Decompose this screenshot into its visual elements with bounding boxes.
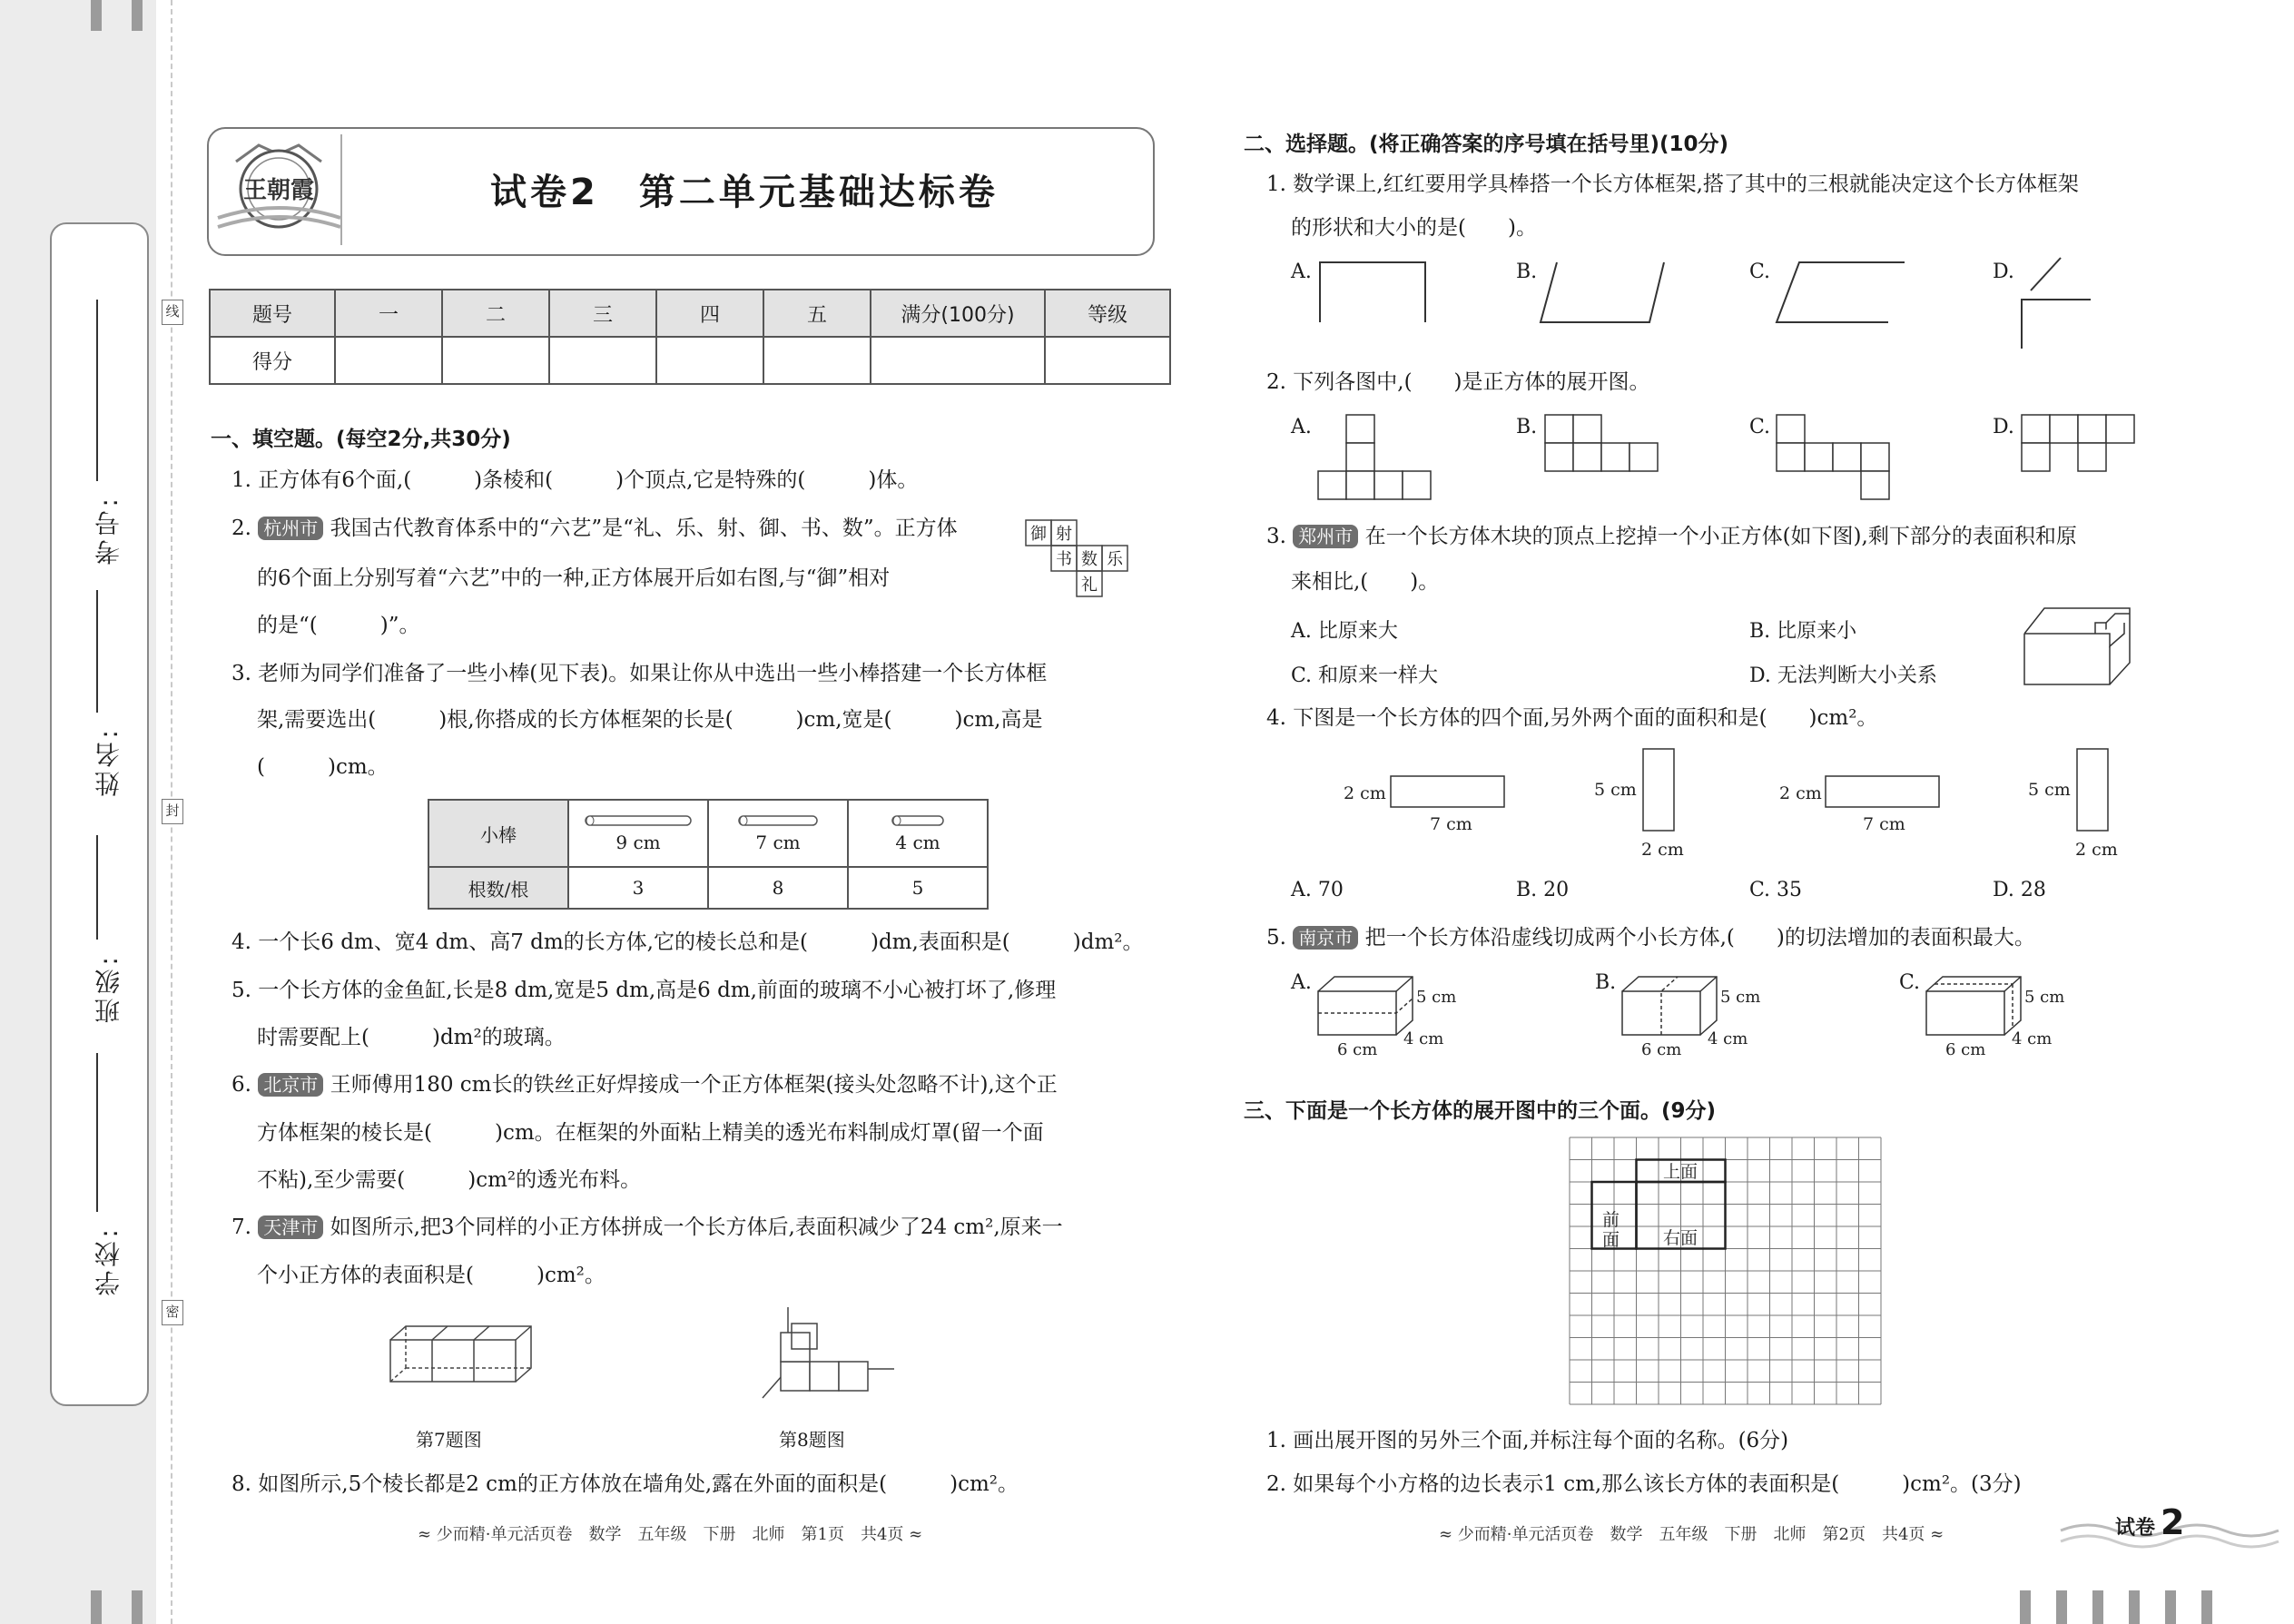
option-a-shape — [1318, 261, 1427, 324]
net-square — [1777, 443, 1805, 471]
dim-label: 5 cm — [2024, 988, 2065, 1007]
face-dim: 2 cm — [1344, 783, 1386, 803]
s1-question-5-line: 时需要配上( )dm²的玻璃。 — [257, 1026, 566, 1049]
score-header: 满分(100分) — [871, 290, 1045, 337]
four-faces-figure — [1344, 744, 2161, 862]
carved-cuboid-figure — [2023, 606, 2132, 686]
net-square — [1833, 443, 1861, 471]
sticks-row-label: 根数/根 — [428, 867, 568, 909]
name-field[interactable]: 姓名: — [84, 590, 138, 835]
crop-bar — [2129, 1590, 2140, 1624]
s1-question-6-line: 方体框架的棱长是( )cm。在框架的外面粘上精美的透光布料制成灯罩(留一个面 — [257, 1121, 1044, 1145]
cut-cuboid-c — [1923, 971, 2065, 1059]
binding-mark: 线 — [162, 300, 183, 325]
footer-right: ≈ 少而精·单元活页卷 数学 五年级 下册 北师 第2页 共4页 ≈ — [1439, 1525, 1944, 1544]
s2-question-3-line: 来相比,( )。 — [1291, 570, 1440, 594]
stick-count: 8 — [708, 867, 848, 909]
s1-question-3-line: 架,需要选出( )根,你搭成的长方体框架的长是( )cm,宽是( )cm,高是 — [257, 708, 1043, 732]
exam-number-field[interactable]: 考号: — [84, 300, 138, 590]
crop-bar — [91, 1590, 102, 1624]
dim-label: 4 cm — [2012, 1029, 2053, 1048]
score-header: 五 — [763, 290, 871, 337]
stick-length: 9 cm — [615, 832, 661, 853]
net-square — [1573, 443, 1601, 471]
score-cell[interactable] — [871, 337, 1045, 384]
option-label[interactable]: B. — [1595, 971, 1617, 994]
score-cell[interactable] — [763, 337, 871, 384]
s1-question-2: 2. 杭州市 我国古代教育体系中的“六艺”是“礼、乐、射、御、书、数”。正方体 — [231, 517, 958, 540]
binding-mark: 密 — [162, 1300, 183, 1325]
figure-8-cubes — [763, 1307, 894, 1407]
city-badge: 杭州市 — [258, 517, 323, 540]
net-square — [1573, 415, 1601, 443]
option-label[interactable]: C. — [1749, 416, 1771, 438]
option-label[interactable]: B. — [1516, 261, 1538, 283]
logo-divider — [340, 134, 342, 245]
stick-count: 3 — [568, 867, 708, 909]
crop-bar — [2020, 1590, 2031, 1624]
net-square — [1318, 471, 1346, 499]
option-text[interactable]: A. 70 — [1291, 879, 1344, 901]
s2-question-4: 4. 下图是一个长方体的四个面,另外两个面的面积和是( )cm²。 — [1266, 706, 1878, 730]
page-title: 试卷2 第二单元基础达标卷 — [490, 172, 999, 213]
net-square — [2022, 415, 2050, 443]
s2-question-1: 1. 数学课上,红红要用学具棒搭一个长方体框架,搭了其中的三根就能决定这个长方体框架 — [1266, 172, 2079, 196]
city-badge: 南京市 — [1293, 926, 1358, 950]
face-dim: 5 cm — [1594, 780, 1637, 800]
score-cell[interactable] — [549, 337, 656, 384]
net-cell: 御 — [1030, 525, 1047, 544]
s3-question-2: 2. 如果每个小方格的边长表示1 cm,那么该长方体的表面积是( )cm²。(3分) — [1266, 1472, 2022, 1496]
city-badge: 郑州市 — [1293, 525, 1358, 548]
s1-question-7-line: 个小正方体的表面积是( )cm²。 — [257, 1264, 605, 1287]
cuboid-edges — [1622, 977, 1717, 1035]
face-label-front: 前面 — [1602, 1210, 1620, 1250]
s2-question-5: 5. 南京市 把一个长方体沿虚线切成两个小长方体,( )的切法增加的表面积最大。 — [1266, 926, 2035, 950]
cuboid-edges — [1318, 977, 1413, 1035]
net-square — [1403, 471, 1431, 499]
figure-8-caption: 第8题图 — [779, 1429, 845, 1451]
city-badge: 天津市 — [258, 1216, 323, 1239]
face-dim: 7 cm — [1430, 814, 1472, 834]
face-dim: 2 cm — [1779, 783, 1822, 803]
crop-bar — [2165, 1590, 2176, 1624]
crop-bar — [2056, 1590, 2067, 1624]
option-text[interactable]: A. 比原来大 — [1291, 620, 1398, 643]
stick-cell — [568, 800, 708, 867]
class-field[interactable]: 班级: — [84, 835, 138, 1053]
s2-question-2: 2. 下列各图中,( )是正方体的展开图。 — [1266, 370, 1650, 394]
score-header: 一 — [335, 290, 442, 337]
s3-question-1: 1. 画出展开图的另外三个面,并标注每个面的名称。(6分) — [1266, 1429, 1789, 1452]
figure-7-cuboid — [386, 1324, 531, 1387]
footer-left: ≈ 少而精·单元活页卷 数学 五年级 下册 北师 第1页 共4页 ≈ — [418, 1525, 923, 1544]
cuboid-edges — [1926, 977, 2021, 1035]
face-dim: 2 cm — [2075, 840, 2118, 860]
s1-question-2-line: 的6个面上分别写着“六艺”中的一种,正方体展开后如右图,与“御”相对 — [257, 566, 891, 590]
s1-question-3-line: ( )cm。 — [257, 755, 389, 779]
dim-label: 6 cm — [1945, 1040, 1986, 1059]
net-square — [1629, 443, 1658, 471]
score-header: 三 — [549, 290, 656, 337]
s1-question-7: 7. 天津市 如图所示,把3个同样的小正方体拼成一个长方体后,表面积减少了24 cm²,原来一 — [231, 1216, 1063, 1239]
sticks-table — [428, 799, 989, 910]
net-square — [1777, 415, 1805, 443]
score-row-label: 得分 — [210, 337, 335, 384]
cut-cuboid-a — [1314, 971, 1457, 1059]
option-label[interactable]: A. — [1291, 261, 1312, 283]
score-header: 二 — [442, 290, 549, 337]
option-label[interactable]: D. — [1993, 416, 2014, 438]
net-square — [1861, 471, 1889, 499]
face-label-top: 上面 — [1663, 1162, 1698, 1182]
s1-question-6: 6. 北京市 王师傅用180 cm长的铁丝正好焊接成一个正方体框架(接头处忽略不计),这个正 — [231, 1073, 1058, 1097]
option-text[interactable]: D. 28 — [1993, 879, 2046, 901]
net-cell: 乐 — [1107, 550, 1123, 569]
score-header: 四 — [656, 290, 763, 337]
option-text[interactable]: B. 20 — [1516, 879, 1570, 901]
option-text[interactable]: B. 比原来小 — [1749, 620, 1857, 643]
net-cell: 射 — [1056, 525, 1072, 544]
net-square — [1545, 443, 1573, 471]
net-cell: 书 — [1056, 550, 1072, 569]
net-option-b — [1543, 413, 1661, 504]
option-text[interactable]: D. 无法判断大小关系 — [1749, 664, 1937, 687]
figure-7-caption: 第7题图 — [416, 1429, 482, 1451]
dim-label: 5 cm — [1720, 988, 1761, 1007]
dim-label: 6 cm — [1641, 1040, 1682, 1059]
s2-question-3: 3. 郑州市 在一个长方体木块的顶点上挖掉一个小正方体(如下图),剩下部分的表面积和原 — [1266, 525, 2077, 548]
stick-cell — [708, 800, 848, 867]
score-header: 题号 — [210, 290, 335, 337]
grid-net-figure — [1569, 1137, 1886, 1409]
score-cell[interactable] — [1045, 337, 1170, 384]
s1-question-4: 4. 一个长6 dm、宽4 dm、高7 dm的长方体,它的棱长总和是( )dm,表面积是( )dm²。 — [231, 930, 1144, 954]
logo-text: 王朝霞 — [242, 177, 315, 204]
net-square — [1346, 443, 1374, 471]
net-option-c — [1775, 413, 1893, 504]
s1-question-6-line: 不粘),至少需要( )cm²的透光布料。 — [257, 1168, 642, 1192]
section1-heading: 一、填空题。(每空2分,共30分) — [211, 428, 511, 451]
option-b-shape — [1539, 261, 1666, 324]
score-header: 等级 — [1045, 290, 1170, 337]
face-label-right: 右面 — [1663, 1228, 1698, 1248]
option-text[interactable]: C. 35 — [1749, 879, 1803, 901]
sticks-row-label: 小棒 — [428, 800, 568, 867]
crop-bar — [2092, 1590, 2103, 1624]
s1-question-5: 5. 一个长方体的金鱼缸,长是8 dm,宽是5 dm,高是6 dm,前面的玻璃不小心被打坏了,修理 — [231, 979, 1057, 1002]
school-field[interactable]: 学校: — [84, 1053, 138, 1325]
six-arts-net — [1026, 520, 1135, 611]
stick-cell — [848, 800, 988, 867]
net-square — [1601, 443, 1629, 471]
score-cell[interactable] — [656, 337, 763, 384]
crop-bar — [132, 0, 143, 31]
net-square — [2106, 415, 2134, 443]
binding-mark: 封 — [162, 799, 183, 824]
s1-question-1: 1. 正方体有6个面,( )条棱和( )个顶点,它是特殊的( )体。 — [231, 468, 919, 492]
net-option-d — [2020, 413, 2138, 504]
net-square — [2050, 415, 2078, 443]
crop-bar — [91, 0, 102, 31]
crop-bar — [132, 1590, 143, 1624]
option-label[interactable]: A. — [1291, 971, 1312, 994]
face-dim: 2 cm — [1641, 840, 1684, 860]
face-dim: 5 cm — [2028, 780, 2071, 800]
net-square — [1805, 443, 1833, 471]
stick-length: 4 cm — [895, 832, 940, 853]
s2-question-1-line: 的形状和大小的是( )。 — [1291, 216, 1537, 240]
option-c-shape — [1775, 261, 1906, 324]
net-square — [2078, 443, 2106, 471]
option-label[interactable]: C. — [1749, 261, 1771, 283]
dim-label: 5 cm — [1416, 988, 1457, 1007]
option-label[interactable]: B. — [1516, 416, 1538, 438]
cut-cuboid-b — [1619, 971, 1761, 1059]
dim-label: 4 cm — [1403, 1029, 1444, 1048]
score-cell[interactable] — [442, 337, 549, 384]
net-option-a — [1316, 413, 1434, 504]
option-d-shape — [2020, 256, 2092, 351]
score-cell[interactable] — [335, 337, 442, 384]
section2-heading: 二、选择题。(将正确答案的序号填在括号里)(10分) — [1244, 133, 1729, 156]
score-table — [209, 289, 1171, 385]
stick-count: 5 — [848, 867, 988, 909]
net-cell: 礼 — [1081, 576, 1098, 595]
net-square — [1545, 415, 1573, 443]
city-badge: 北京市 — [258, 1073, 323, 1097]
page-tag: 试卷 2 — [2115, 1502, 2185, 1542]
net-square — [1346, 471, 1374, 499]
section3-heading: 三、下面是一个长方体的展开图中的三个面。(9分) — [1244, 1099, 1717, 1123]
option-label[interactable]: D. — [1993, 261, 2014, 283]
s1-question-3: 3. 老师为同学们准备了一些小棒(见下表)。如果让你从中选出一些小棒搭建一个长方体框 — [231, 662, 1048, 685]
dim-label: 6 cm — [1337, 1040, 1378, 1059]
net-cell: 数 — [1081, 550, 1098, 569]
crop-bar — [2201, 1590, 2212, 1624]
net-square — [2022, 443, 2050, 471]
option-text[interactable]: C. 和原来一样大 — [1291, 664, 1439, 687]
net-square — [1346, 415, 1374, 443]
cut-line — [1661, 977, 1678, 1035]
net-square — [2078, 415, 2106, 443]
option-label[interactable]: A. — [1291, 416, 1312, 438]
option-label[interactable]: C. — [1899, 971, 1921, 994]
net-square — [1374, 471, 1403, 499]
s1-question-2-line: 的是“( )”。 — [257, 614, 420, 637]
stick-length: 7 cm — [755, 832, 801, 853]
s1-question-8: 8. 如图所示,5个棱长都是2 cm的正方体放在墙角处,露在外面的面积是( )cm²。 — [231, 1472, 1019, 1496]
net-square — [1861, 443, 1889, 471]
brand-logo — [218, 134, 340, 243]
face-dim: 7 cm — [1863, 814, 1905, 834]
cut-line — [1318, 999, 1413, 1013]
dim-label: 4 cm — [1708, 1029, 1748, 1048]
